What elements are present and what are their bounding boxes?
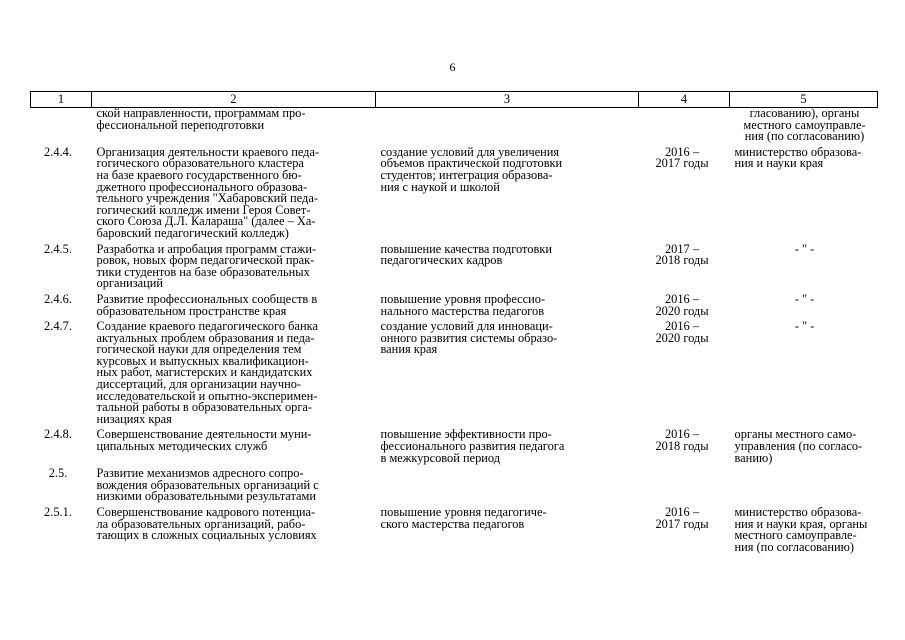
column-header-1: 1 bbox=[31, 92, 92, 108]
result-cell: создание условий для увеличения объемов практической подготовки студентов; интеграция образова- ния с наукой и школой bbox=[380, 146, 563, 194]
row-number: 2.4.4. bbox=[44, 146, 72, 159]
column-header-2: 2 bbox=[92, 92, 376, 108]
row-number: 2.4.5. bbox=[44, 243, 72, 256]
column-header-5: 5 bbox=[730, 92, 878, 108]
executor-cell: - " - bbox=[794, 293, 815, 306]
activity-cell: ской направленности, программам про- фессиональной переподготовки bbox=[96, 107, 306, 132]
table-row bbox=[31, 429, 878, 468]
table-row bbox=[31, 147, 878, 244]
period-cell: 2016 – 2020 годы bbox=[655, 321, 709, 345]
table-row bbox=[31, 244, 878, 294]
page-number: 6 bbox=[449, 60, 456, 74]
result-cell: повышение уровня профессио- нального мастерства педагогов bbox=[380, 293, 546, 318]
executor-cell: органы местного само- управления (по согласо- ванию) bbox=[734, 429, 863, 465]
activity-cell: Организация деятельности краевого педа- гогического образовательного кластера на базе краевого государственного бю- джетного профессионального образова- тельного учреждения "Хабаровский педа- гогический колледж имени Героя Совет- ского Союза Д.Л. Калараша" (далее – Ха- баровский педагогический колледж) bbox=[96, 146, 320, 240]
table-row bbox=[31, 468, 878, 507]
executor-cell: министерство образова- ния и науки края, органы местного самоуправле- ния (по согласованию) bbox=[734, 507, 868, 554]
activity-cell: Разработка и апробация программ стажи- ровок, новых форм педагогической прак- тики студентов на базе образовательных организаций bbox=[96, 243, 317, 291]
executor-cell bbox=[730, 468, 878, 507]
column-header-3: 3 bbox=[376, 92, 639, 108]
period-cell: 2016 – 2020 годы bbox=[655, 293, 709, 318]
period-cell: 2016 – 2018 годы bbox=[655, 429, 709, 454]
row-number bbox=[31, 108, 92, 147]
row-number: 2.5. bbox=[48, 468, 68, 481]
result-cell: повышение качества подготовки педагогических кадров bbox=[380, 243, 553, 268]
executor-cell: - " - bbox=[794, 321, 815, 334]
column-header-4: 4 bbox=[639, 92, 730, 108]
table-row bbox=[31, 294, 878, 321]
activity-cell: Развитие профессиональных сообществ в образовательном пространстве края bbox=[96, 293, 318, 318]
row-number: 2.4.8. bbox=[44, 429, 72, 442]
period-cell bbox=[639, 108, 730, 147]
activity-cell: Развитие механизмов адресного сопро- вождения образовательных организаций с низкими образовательными результатами bbox=[96, 468, 319, 504]
activity-cell: Создание краевого педагогического банка актуальных проблем образования и педа- гогической науки для определения тем курсовых и выпускных квалификацион- ных работ, магистерских и кандидатских диссертаций, для организации научно- исследовательской и опытно-эксперимен- тальной работы в образовательных орга- низациях края bbox=[96, 321, 318, 426]
result-cell bbox=[376, 108, 639, 147]
table-row bbox=[31, 507, 878, 557]
period-cell: 2017 – 2018 годы bbox=[655, 243, 709, 268]
result-cell: создание условий для инноваци- онного развития системы образо- вания края bbox=[380, 321, 558, 357]
activity-cell: Совершенствование деятельности муни- ципальных методических служб bbox=[96, 429, 312, 454]
table-row bbox=[31, 321, 878, 429]
executor-cell: - " - bbox=[794, 243, 815, 256]
executor-cell: министерство образова- ния и науки края bbox=[734, 146, 862, 171]
period-cell: 2016 – 2017 годы bbox=[655, 146, 709, 171]
period-cell bbox=[639, 468, 730, 507]
result-cell: повышение эффективности про- фессионального развития педагога в межкурсовой период bbox=[380, 429, 565, 465]
table-row bbox=[31, 108, 878, 147]
result-cell: повышение уровня педагогиче- ского мастерства педагогов bbox=[380, 507, 547, 531]
period-cell: 2016 – 2017 годы bbox=[655, 507, 709, 531]
row-number: 2.4.7. bbox=[44, 321, 72, 334]
result-cell bbox=[376, 468, 639, 507]
activity-cell: Совершенствование кадрового потенциа- ла образовательных организаций, рабо- тающих в сложных социальных условиях bbox=[96, 507, 317, 543]
table-header-row bbox=[31, 92, 878, 108]
executor-cell: гласованию), органы местного самоуправле- ния (по согласованию) bbox=[743, 107, 866, 144]
activity-plan-table bbox=[30, 91, 878, 557]
row-number: 2.5.1. bbox=[44, 507, 72, 519]
row-number: 2.4.6. bbox=[44, 293, 72, 306]
